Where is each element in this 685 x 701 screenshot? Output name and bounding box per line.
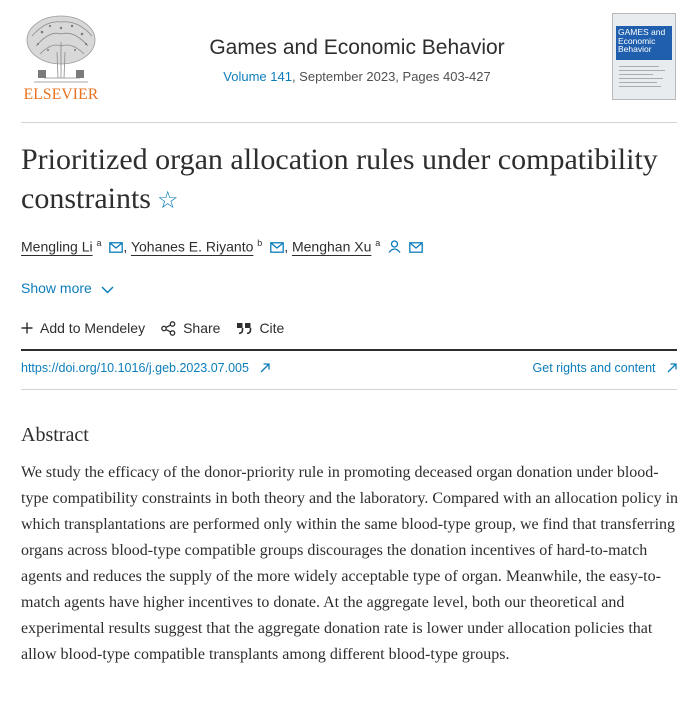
journal-issue-info: [110, 69, 604, 84]
author-affiliation[interactable]: a: [96, 238, 102, 248]
issue-details: , September 2023, Pages 403-427: [291, 69, 491, 84]
article-actions: [21, 320, 300, 336]
doi-link[interactable]: [21, 361, 270, 376]
article-title: [21, 140, 661, 221]
get-rights-link[interactable]: [533, 361, 677, 376]
author-link[interactable]: Yohanes E. Riyanto: [130, 238, 254, 255]
cite-label: Cite: [259, 320, 285, 336]
author-link[interactable]: Mengling Li: [21, 238, 93, 255]
author-affiliation[interactable]: a: [375, 238, 381, 248]
show-more-label: Show more: [21, 280, 92, 296]
author-separator: ,: [284, 238, 289, 255]
journal-cover-thumbnail[interactable]: [612, 13, 676, 100]
external-link-arrow-icon: [667, 362, 677, 376]
add-to-mendeley-button[interactable]: [21, 320, 145, 336]
envelope-icon[interactable]: [109, 240, 123, 256]
envelope-icon[interactable]: [409, 240, 423, 256]
header-divider: [21, 122, 677, 123]
add-to-mendeley-label: Add to Mendeley: [40, 320, 146, 336]
author-affiliation[interactable]: b: [257, 238, 263, 248]
share-icon: [161, 321, 176, 336]
share-button[interactable]: [161, 320, 220, 336]
article-title-text: Prioritized organ allocation rules under compatibility constraints: [21, 143, 658, 215]
person-icon[interactable]: [388, 240, 401, 256]
author-link[interactable]: Menghan Xu: [291, 238, 372, 255]
publisher-name: ELSEVIER: [23, 86, 99, 103]
show-more-button[interactable]: [21, 280, 114, 297]
author-list: [21, 238, 423, 256]
author-separator: ,: [123, 238, 128, 255]
abstract-heading: Abstract: [21, 424, 89, 446]
actions-divider: [21, 349, 677, 351]
envelope-icon[interactable]: [270, 240, 284, 256]
share-label: Share: [183, 320, 221, 336]
cover-title: GAMES and Economic Behavior: [618, 27, 666, 54]
abstract-divider: [21, 389, 677, 390]
external-link-arrow-icon: [260, 362, 270, 376]
chevron-down-icon: [101, 281, 114, 297]
volume-link[interactable]: Volume 141: [223, 69, 292, 84]
title-footnote-star-icon[interactable]: ☆: [156, 188, 179, 214]
cover-text-lines: [619, 66, 671, 90]
cite-button[interactable]: [236, 320, 284, 336]
abstract-text: We study the efficacy of the donor-priority rule in promoting deceased organ donation under blood-type compatibility constraints in both theory and the laboratory. Compared with an allocation policy in which transplantations are performed only within the same blood-type group, we find that transferring organs across blood-type compatible groups discourages the donation incentives of hard-to-match agents and reduces the supply of the more widely acceptable type of organ. Meanwhile, the easy-to-match agents have higher incentives to donate. At the aggregate level, both our theoretical and experimental results suggest that the aggregate donation rate is lower under allocation policies that allow blood-type compatible transplants among different blood-type groups.: [21, 464, 679, 663]
doi-text: https://doi.org/10.1016/j.geb.2023.07.005: [21, 361, 249, 375]
quote-icon: [236, 322, 252, 334]
journal-title-link[interactable]: Games and Economic Behavior: [209, 36, 505, 59]
get-rights-text: Get rights and content: [532, 361, 656, 375]
plus-icon: [21, 322, 33, 334]
